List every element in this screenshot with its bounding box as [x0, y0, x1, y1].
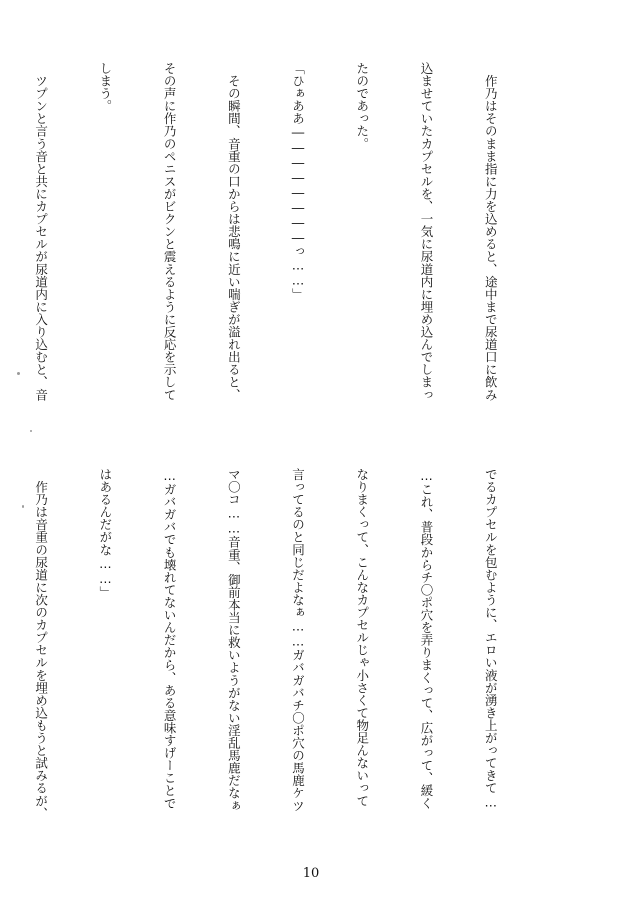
- text-column: しまう。: [97, 62, 113, 113]
- text-block-lower: [33, 468, 544, 854]
- text-column: その瞬間、音重の口からは悲鳴に近い喘ぎが溢れ出ると、: [226, 62, 242, 401]
- text-column: ツプンと言う音と共にカプセルが尿道内に入り込むと、音: [33, 62, 49, 401]
- text-column: 作乃はそのまま指に力を込めると、途中まで尿道口に飲み: [483, 62, 499, 401]
- text-column: その声に作乃のペニスがビクンと震えるように反応を示して: [162, 62, 178, 401]
- scan-speck: [17, 372, 20, 375]
- text-column: なりまくって、こんなカプセルじゃ小さくて物足んないって: [354, 468, 370, 807]
- text-block-upper: [33, 62, 544, 444]
- text-column: 「ひぁああ――――――――っ……」: [290, 62, 306, 301]
- scan-speck: [30, 430, 32, 432]
- text-column: はあるんだがな……」: [97, 468, 113, 599]
- text-column: たのであった。: [354, 62, 370, 150]
- text-column: 込ませていたカプセルを、一気に尿道内に埋め込んでしまっ: [418, 62, 434, 401]
- text-column: …これ、普段からチ〇ポ穴を弄りまくって、広がって、緩く: [418, 468, 434, 810]
- page-number: 10: [302, 866, 320, 881]
- text-column: でるカプセルを包むように、エロい液が湧き上がってきて…: [483, 468, 499, 810]
- text-column: 作乃は音重の尿道に次のカプセルを埋め込もうと試みるが、: [33, 468, 49, 820]
- text-column: 言ってるのと同じだよなぁ……ガバガバチ〇ポ穴の馬鹿ケツ: [290, 468, 306, 812]
- scan-speck: [22, 505, 24, 508]
- text-column: マ〇コ……音重、御前本当に救いようがない淫乱馬鹿だなぁ: [226, 468, 242, 812]
- text-column: …ガバガバでも壊れてないんだから、ある意味すげーことで: [162, 468, 178, 810]
